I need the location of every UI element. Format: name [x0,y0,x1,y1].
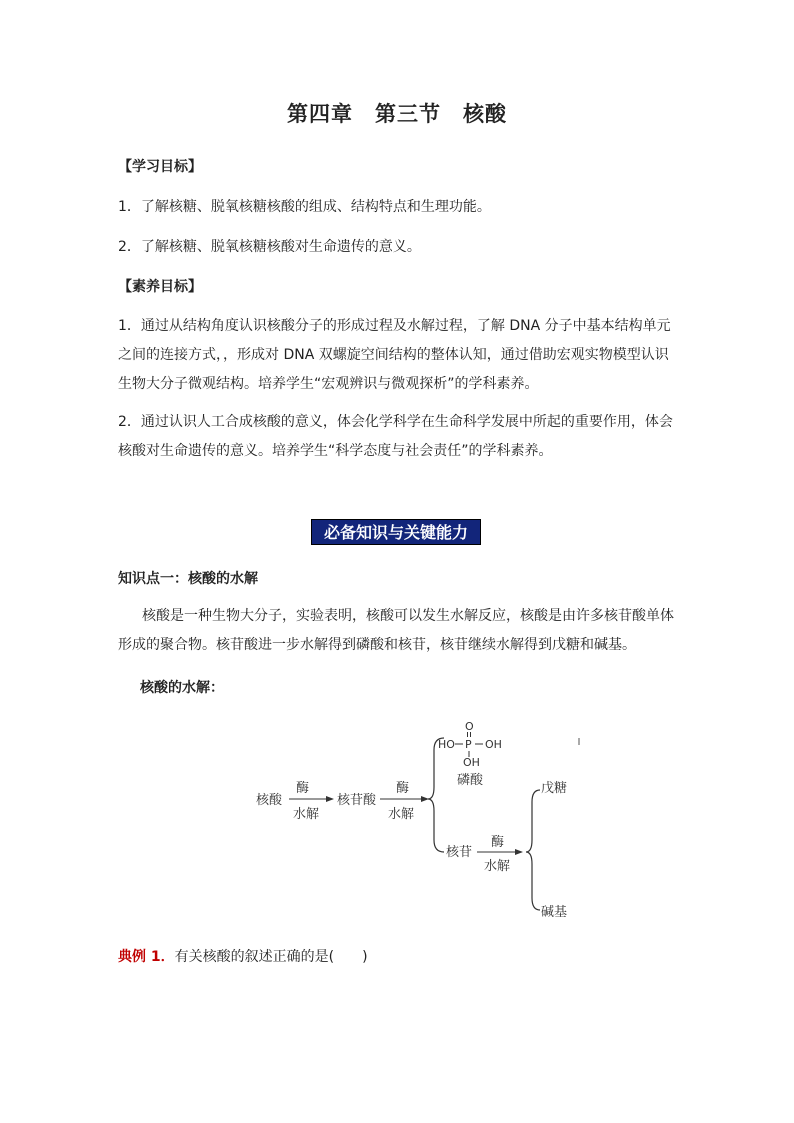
brace-products-2 [526,790,540,910]
svg-text:P: P [465,738,472,751]
brace-products-1 [428,738,444,852]
literacy-goal-item-1: 1．通过从结构角度认识核酸分子的形成过程及水解过程，了解 DNA 分子中基本结构单元之间的连接方式，，形成对 DNA 双螺旋空间结构的整体认知，通过借助宏观实物模型认识生物大分子微观结构。培养学生“宏观辨识与微观探析”的学科素养。 [118,318,671,392]
learning-goal-item-2: 2．了解核糖、脱氧核糖核酸对生命遗传的意义。 [118,239,421,255]
example-text: 有关核酸的叙述正确的是( ) [174,949,368,965]
nucleic-acid-label: 核酸 [256,793,283,808]
hydrolysis-label-1: 水解 [293,807,320,822]
learning-goals-heading: 【学习目标】 [118,159,202,175]
knowledge-point-heading: 知识点一：核酸的水解 [118,571,258,587]
hydrolysis-label-2: 水解 [388,807,415,822]
literacy-goals-heading: 【素养目标】 [118,279,202,295]
nucleoside-label: 核苷 [446,845,473,860]
pentose-label: 戊糖 [541,781,568,796]
hydrolysis-diagram [0,705,794,945]
enzyme-label-2: 酶 [396,781,410,796]
svg-text:OH: OH [463,756,480,769]
learning-goal-item-1: 1．了解核糖、脱氧核糖核酸的组成、结构特点和生理功能。 [118,199,491,215]
svg-text:OH: OH [485,738,502,751]
phosphoric-acid-structure [438,720,502,769]
hydrolysis-subheading: 核酸的水解： [140,680,224,696]
example-label: 典例 1． [118,949,175,965]
literacy-goal-item-2: 2．通过认识人工合成核酸的意义，体会化学科学在生命科学发展中所起的重要作用，体会核酸对生命遗传的意义。培养学生“科学态度与社会责任”的学科素养。 [118,414,673,459]
phosphoric-acid-label: 磷酸 [457,773,484,788]
hydrolysis-label-3: 水解 [484,859,511,874]
enzyme-label-1: 酶 [296,781,310,796]
svg-text:O: O [465,720,474,733]
page-title: 第四章 第三节 核酸 [287,101,507,126]
nucleotide-label: 核苷酸 [337,793,377,808]
knowledge-point-paragraph: 核酸是一种生物大分子，实验表明，核酸可以发生水解反应，核酸是由许多核苷酸单体形成的聚合物。核苷酸进一步水解得到磷酸和核苷，核苷继续水解得到戊糖和碱基。 [118,608,674,653]
example-question [118,946,368,966]
enzyme-label-3: 酶 [491,835,505,850]
base-label: 碱基 [541,905,568,920]
svg-text:HO: HO [438,738,455,751]
section-banner: 必备知识与关键能力 [311,519,481,545]
